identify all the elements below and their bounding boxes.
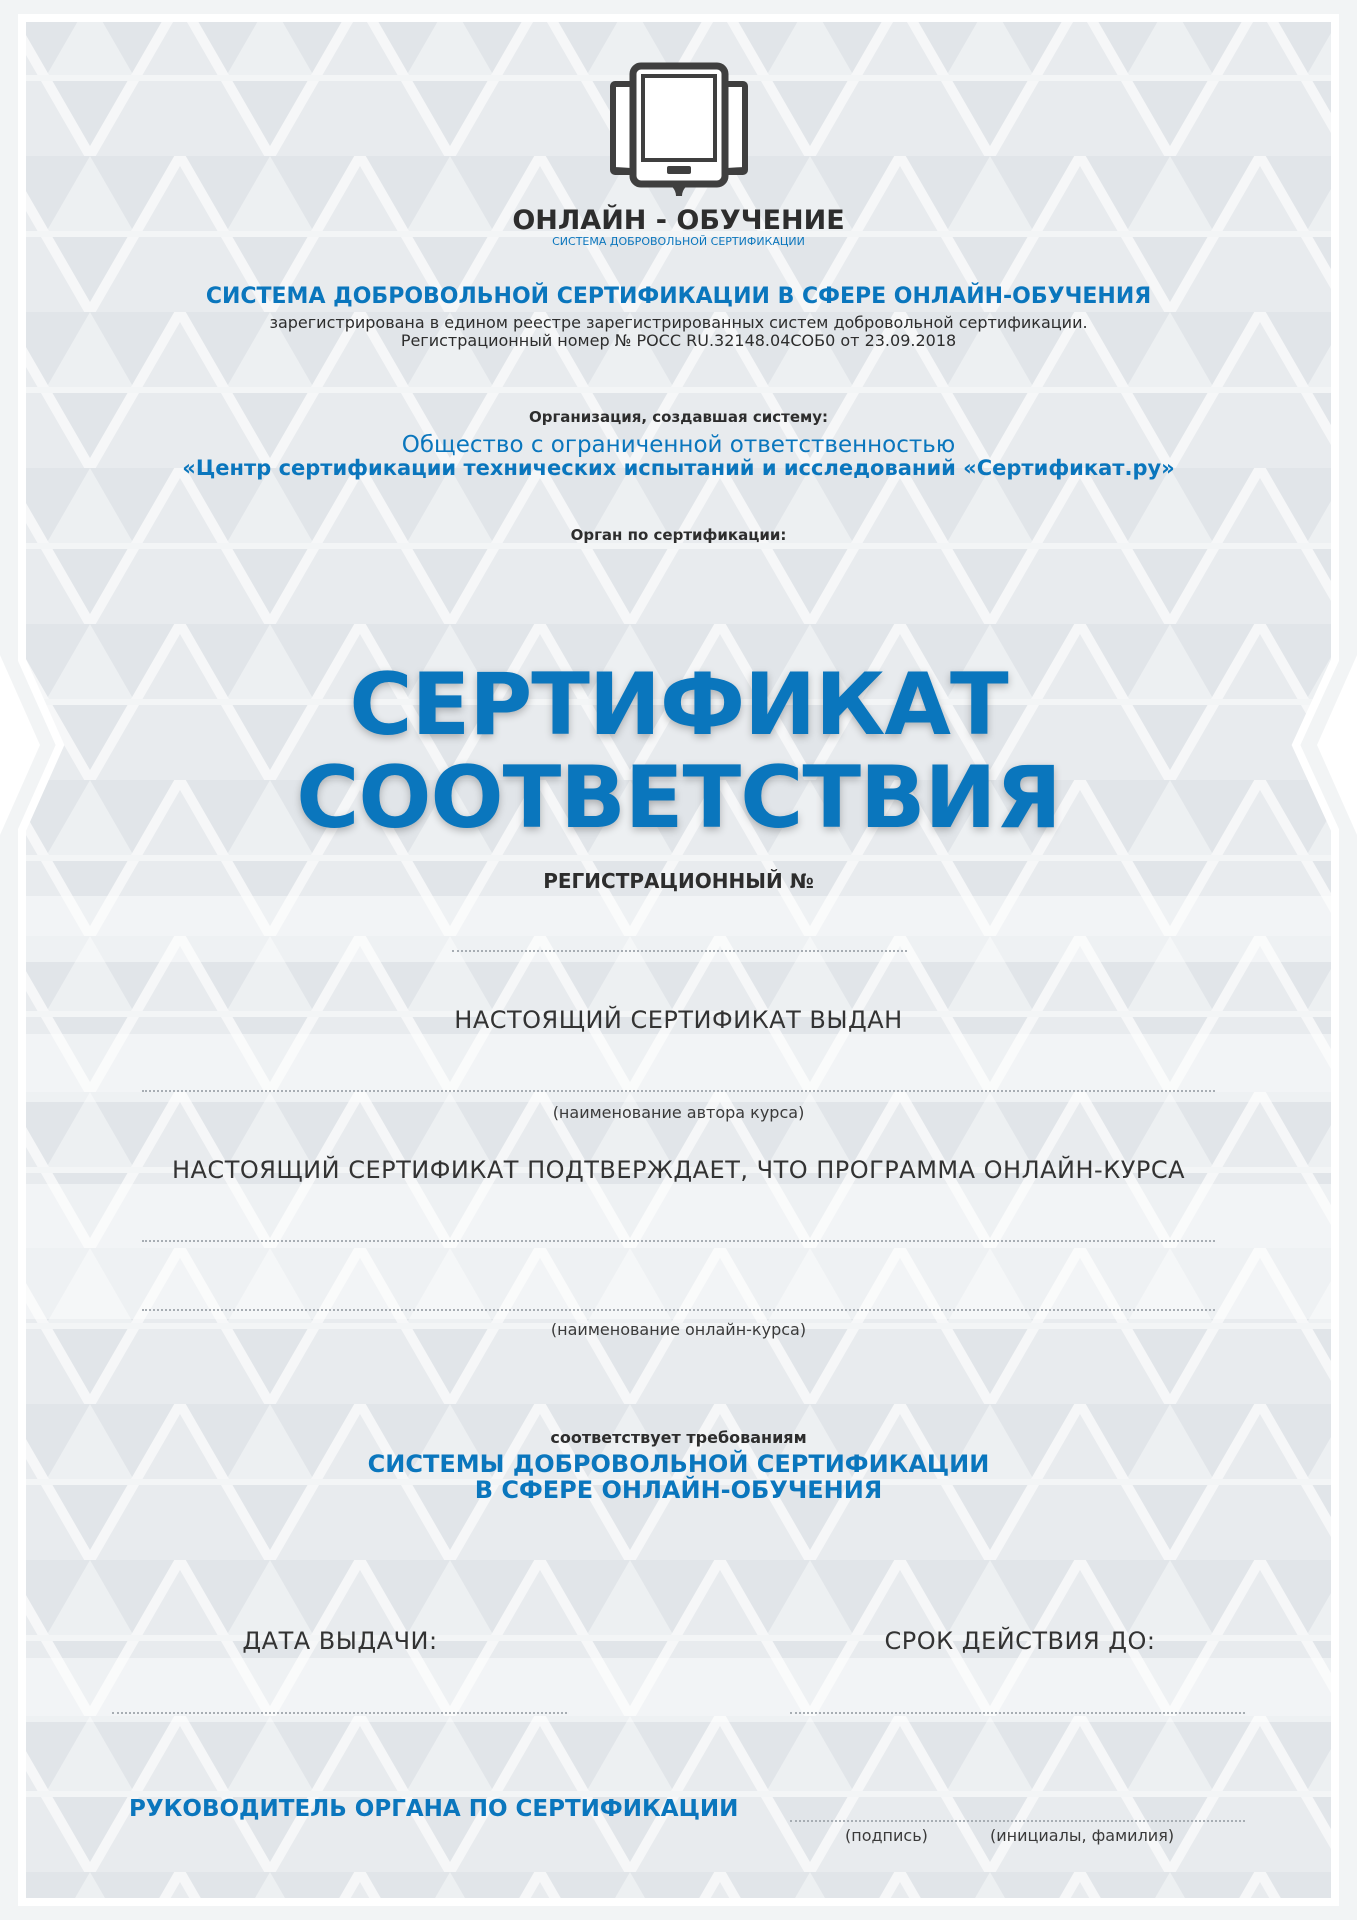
organization-name-line2: «Центр сертификации технических испытаний и исследований «Сертификат.ру» [182, 456, 1175, 480]
confirms-label: НАСТОЯЩИЙ СЕРТИФИКАТ ПОДТВЕРЖДАЕТ, ЧТО ПРОГРАММА ОНЛАЙН-КУРСА [171, 1156, 1186, 1184]
band-reg [18, 896, 1339, 962]
header-registered-line: зарегистрирована в едином реестре зарегистрированных систем добровольной сертификации. [269, 313, 1088, 332]
compliance-label: соответствует требованиям [550, 1428, 807, 1447]
head-of-body-label: РУКОВОДИТЕЛЬ ОРГАНА ПО СЕРТИФИКАЦИИ [129, 1796, 739, 1822]
certificate-title-line1: СЕРТИФИКАТ [349, 655, 1008, 755]
course-name-line-2 [142, 1309, 1215, 1311]
registration-number-label: РЕГИСТРАЦИОННЫЙ № [543, 869, 814, 893]
registration-number-line [452, 950, 907, 952]
compliance-system-line1: СИСТЕМЫ ДОБРОВОЛЬНОЙ СЕРТИФИКАЦИИ [367, 1450, 990, 1478]
certificate-title-line2: СООТВЕТСТВИЯ [296, 748, 1061, 848]
valid-until-label: СРОК ДЕЙСТВИЯ ДО: [884, 1627, 1156, 1655]
logo-subtitle: СИСТЕМА ДОБРОВОЛЬНОЙ СЕРТИФИКАЦИИ [552, 235, 805, 248]
organization-name-line1: Общество с ограниченной ответственностью [401, 432, 956, 458]
tablet-book-icon [609, 62, 749, 200]
band-course [18, 1184, 1339, 1319]
valid-until-line [790, 1712, 1245, 1714]
header-title: СИСТЕМА ДОБРОВОЛЬНОЙ СЕРТИФИКАЦИИ В СФЕРЕ ОНЛАЙН-ОБУЧЕНИЯ [205, 284, 1152, 309]
issue-date-line [112, 1712, 567, 1714]
issued-label: НАСТОЯЩИЙ СЕРТИФИКАТ ВЫДАН [454, 1006, 903, 1034]
signature-line [790, 1820, 1245, 1822]
author-name-line [142, 1090, 1215, 1092]
author-name-hint: (наименование автора курса) [552, 1103, 805, 1122]
compliance-system-line2: В СФЕРЕ ОНЛАЙН-ОБУЧЕНИЯ [474, 1476, 883, 1504]
cert-body-label: Орган по сертификации: [570, 526, 787, 544]
initials-hint: (инициалы, фамилия) [990, 1826, 1175, 1845]
issue-date-label: ДАТА ВЫДАЧИ: [242, 1627, 438, 1655]
header-registration-number: Регистрационный номер № РОСС RU.32148.04СОБ0 от 23.09.2018 [400, 331, 957, 350]
logo-title: ОНЛАЙН - ОБУЧЕНИЕ [512, 205, 845, 236]
course-name-line-1 [142, 1240, 1215, 1242]
organization-label: Организация, создавшая систему: [528, 408, 829, 426]
course-name-hint: (наименование онлайн-курса) [550, 1320, 807, 1339]
signature-hint: (подпись) [845, 1826, 928, 1845]
